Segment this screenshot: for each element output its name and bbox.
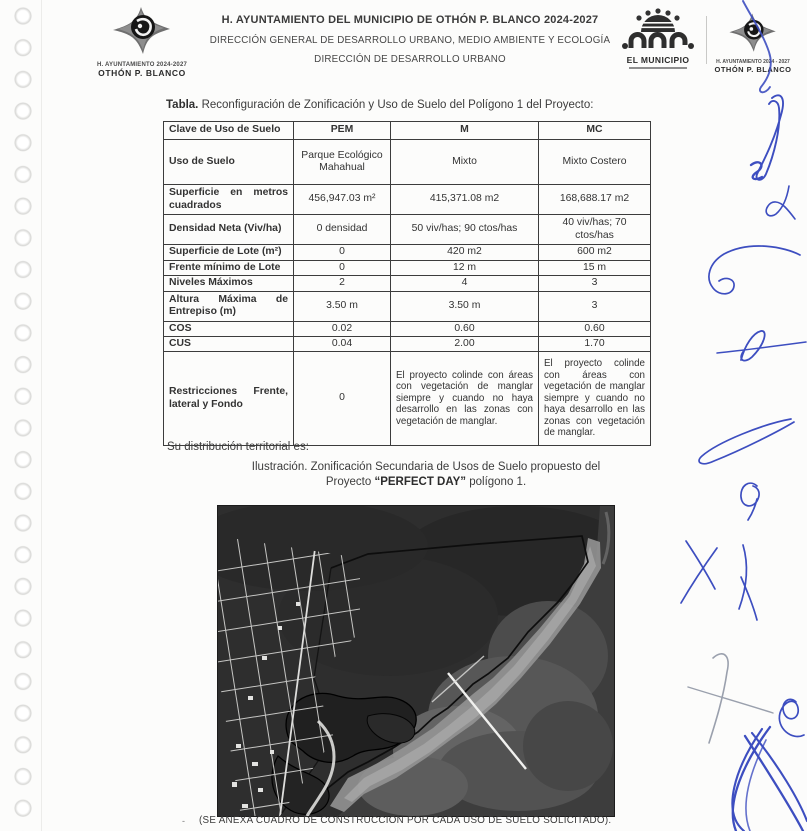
org-title-line3: DIRECCIÓN DE DESARROLLO URBANO [314,54,506,65]
table-row [164,185,651,215]
cell-mc: 15 m [539,261,651,276]
row-label: COS [164,321,294,336]
table-row [164,321,651,336]
table-row [164,140,651,185]
satellite-map-graphic [218,506,614,816]
cell-m: Mixto [391,140,539,185]
table-row [164,261,651,276]
municipal-star-logo-icon [110,6,174,56]
municipal-star-logo-icon-small [727,12,779,54]
illustration-caption [228,460,624,490]
col-header-m: M [391,122,539,140]
table-header-row [164,122,651,140]
cell-mc: 1.70 [539,336,651,351]
left-logo-caption-bottom: OTHÓN P. BLANCO [98,68,186,78]
row-label: Superficie de Lote (m²) [164,245,294,261]
distribution-line: Su distribución territorial es: [167,441,309,453]
footnote-dash: - [182,816,185,826]
col-header-mc: MC [539,122,651,140]
footnote-line: (SE ANEXA CUADRO DE CONSTRUCCIÓN POR CADA USO DE SUELO SOLICITADO). [199,815,612,826]
row-label: Niveles Máximos [164,276,294,291]
cell-pem: 0 [294,261,391,276]
table-title [166,99,696,111]
row-label: Densidad Neta (Viv/ha) [164,215,294,245]
municipality-logo-right [714,12,792,74]
el-municipio-logo [615,8,701,69]
col-header-clave: Clave de Uso de Suelo [164,122,294,140]
cell-mc: 3 [539,291,651,321]
row-label: Superficie en metros cuadrados [164,185,294,215]
cell-pem: 0.02 [294,321,391,336]
org-title-line1: H. AYUNTAMIENTO DEL MUNICIPIO DE OTHÓN P. BLANCO 2024-2027 [221,14,599,26]
cell-m: 50 viv/has; 90 ctos/has [391,215,539,245]
table-title-word: Tabla. [166,99,199,111]
col-header-pem: PEM [294,122,391,140]
cell-m: 420 m2 [391,245,539,261]
cell-mc: 3 [539,276,651,291]
table-row [164,336,651,351]
cell-pem: 0.04 [294,336,391,351]
cell-m: 3.50 m [391,291,539,321]
satellite-map-image [217,505,615,817]
municipality-logo-left [86,6,198,78]
right-logo-caption-top: H. AYUNTAMIENTO 2024 - 2027 [716,59,790,65]
table-row [164,291,651,321]
org-title-line2: DIRECCIÓN GENERAL DE DESARROLLO URBANO, MEDIO AMBIENTE Y ECOLOGÍA [209,35,611,46]
cell-mc: El proyecto colinde con áreas con vegetación de manglar siempre y cuando no haya desarrollo en las zonas con vegetación de manglar. [539,352,651,446]
cell-mc: 40 viv/has; 70 ctos/has [539,215,651,245]
el-municipio-tagline [629,67,687,69]
el-municipio-label: EL MUNICIPIO [626,55,690,65]
cell-pem: 2 [294,276,391,291]
illustration-project-name: “PERFECT DAY” [374,475,467,488]
cell-m: 2.00 [391,336,539,351]
table-row [164,352,651,446]
cell-m: 415,371.08 m2 [391,185,539,215]
document-header-titles [200,14,620,65]
el-municipio-sun-icon [615,8,701,52]
table-row [164,215,651,245]
cell-mc: 168,688.17 m2 [539,185,651,215]
cell-mc: 600 m2 [539,245,651,261]
cell-mc: Mixto Costero [539,140,651,185]
cell-pem: 3.50 m [294,291,391,321]
spiral-binding-holes [6,0,40,831]
cell-pem: 0 [294,245,391,261]
row-label: Restricciones Frente, lateral y Fondo [164,352,294,446]
zoning-table [163,121,651,446]
row-label: CUS [164,336,294,351]
right-logo-caption-bottom: OTHÓN P. BLANCO [714,65,792,74]
cell-pem: 0 [294,352,391,446]
cell-pem: 456,947.03 m² [294,185,391,215]
cell-m: 0.60 [391,321,539,336]
illustration-caption-suffix: polígono 1. [466,475,527,488]
table-row [164,245,651,261]
cell-m: 4 [391,276,539,291]
table-row [164,276,651,291]
row-label: Frente mínimo de Lote [164,261,294,276]
logo-divider-line [706,16,707,64]
paper-edge-line [41,0,42,831]
row-label: Uso de Suelo [164,140,294,185]
cell-mc: 0.60 [539,321,651,336]
left-logo-caption-top: H. AYUNTAMIENTO 2024-2027 [96,62,188,68]
cell-m: El proyecto colinde con áreas con vegetación de manglar siempre y cuando no haya desarrollo en las zonas con vegetación de manglar. [391,352,539,446]
row-label: Altura Máxima de Entrepiso (m) [164,291,294,321]
illustration-caption-prefix: Ilustración. Zonificación Secundaria de Usos de Suelo propuesto del Proyecto [251,461,601,488]
cell-pem: Parque Ecológico Mahahual [294,140,391,185]
cell-pem: 0 densidad [294,215,391,245]
cell-m: 12 m [391,261,539,276]
table-title-text: Reconfiguración de Zonificación y Uso de Suelo del Polígono 1 del Proyecto: [198,99,594,111]
